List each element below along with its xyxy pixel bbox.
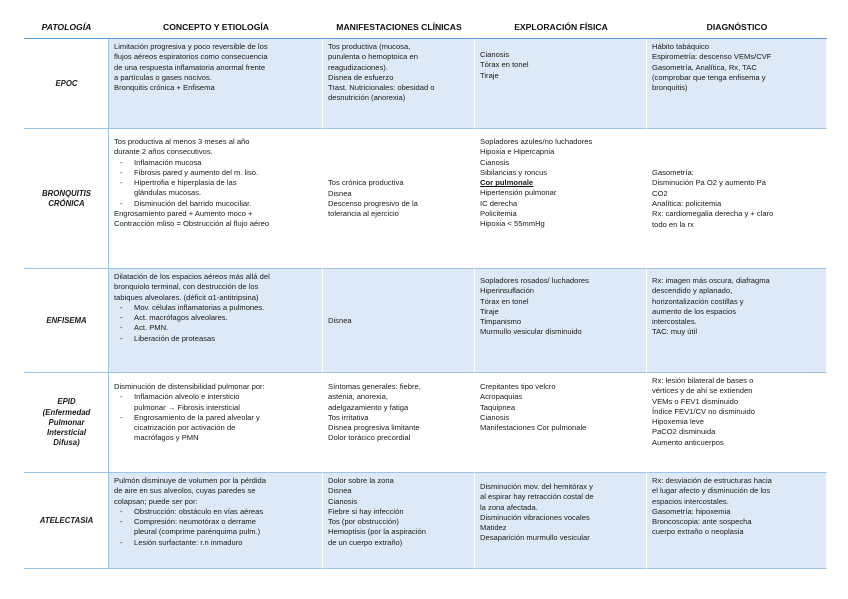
row-bronquitis-diagnostico (647, 129, 827, 269)
text-line: Policitemia (480, 209, 517, 219)
header-exploracion: EXPLORACIÓN FÍSICA (475, 22, 647, 39)
row-atelectasia-exploracion (475, 473, 647, 569)
text-line: aumento de los espacios (652, 306, 737, 316)
list-item: - Inflamación alveolo e intersticio pulmonar → Fibrosis intersticial (120, 392, 240, 412)
text-line: Tos irritativa (328, 412, 369, 422)
text-line: Murmullo vesicular disminuido (480, 327, 582, 337)
text-line: Disminución mov. del hemitórax y (480, 482, 593, 491)
text-line: tabiques alveolares. (déficit α1-antitripsina) (114, 292, 259, 302)
text-line: Disminución de distensibilidad pulmonar por: (114, 382, 265, 391)
row-epoc-concepto (109, 39, 323, 129)
text-line: Hipoxemia leve (652, 417, 704, 427)
row-epoc-exploracion (475, 39, 647, 129)
text-line: vértices y de ahí se extienden (652, 386, 753, 396)
text-line: Fiebre si hay infección (328, 506, 404, 516)
header-diagnostico: DIAGNÓSTICO (647, 22, 827, 39)
text-line: intercostales. (652, 317, 697, 327)
text-line: Gasometría: hipoxemia (652, 506, 731, 516)
text-line: Aumento anticuerpos (652, 437, 724, 447)
text-line: PaCO2 disminuida (652, 427, 716, 437)
text-line: Tiraje (480, 306, 499, 316)
row-epoc-name: EPOC (24, 39, 109, 129)
row-enfisema-exploracion (475, 269, 647, 373)
text-line: Disnea (328, 315, 352, 325)
row-epid-diagnostico (647, 373, 827, 473)
text-line: Disminución vibraciones vocales (480, 512, 590, 522)
text-line: colapsan; puede ser por: (114, 496, 198, 506)
text-line: Contracción mliso = Obstrucción al flujo aéreo (114, 219, 270, 229)
text-line: Crepitantes tipo velcro (480, 382, 556, 391)
text-line: Engrosamiento pared + Aumento moco + (114, 209, 253, 219)
text-line: espacios intercostales. (652, 496, 729, 506)
text-line: Sopladores azules/no luchadores (480, 137, 593, 146)
text-line: VEMs o FEV1 disminuido (652, 396, 739, 406)
text-line: de un cuerpo extraño) (328, 537, 403, 547)
disease-table-container (24, 22, 827, 569)
text-line: Disnea (328, 188, 352, 198)
row-epid (24, 373, 827, 473)
text-line: durante 2 años consecutivos. (114, 147, 213, 157)
list-item: - Engrosamiento de la pared alveolar y cicatrización por activación de macrófagos y PMN (120, 412, 260, 443)
list-item: - Hipertrofia e hiperplasia de las glándulas mucosas. (120, 178, 237, 198)
text-line: astenia, anorexia, (328, 392, 388, 402)
header-concepto: CONCEPTO Y ETIOLOGÍA (109, 22, 323, 39)
text-line: Hipertensión pulmonar (480, 188, 557, 198)
row-epoc-diagnostico (647, 39, 827, 129)
text-line: Analítica: policitemia (652, 199, 722, 208)
row-bronquitis-exploracion (475, 129, 647, 269)
row-atelectasia-name: ATELECTASIA (24, 473, 109, 569)
row-atelectasia-diagnostico (647, 473, 827, 569)
row-atelectasia-concepto (109, 473, 323, 569)
text-line: Cianosis (480, 412, 510, 422)
text-line: Síntomas generales: fiebre, (328, 382, 421, 391)
text-line: Sopladores rosados/ luchadores (480, 276, 589, 285)
row-enfisema-clinica (323, 269, 475, 373)
text-line: cuerpo extraño o neoplasia (652, 527, 744, 537)
text-line: al espirar hay retracción costal de (480, 492, 594, 502)
list-item: - Fibrosis pared y aumento del m. liso. (120, 167, 259, 177)
row-epid-clinica (323, 373, 475, 473)
row-epid-name: EPID (Enfermedad Pulmonar Intersticial Difusa) (24, 373, 109, 473)
text-line: de aire en sus alveolos, cuyas paredes se (114, 486, 256, 496)
list-item: - Obstrucción: obstáculo en vías aéreas (120, 506, 264, 516)
text-line: a partículas o gases nocivos. (114, 72, 212, 82)
text-line: el lugar afecto y disminución de los (652, 486, 771, 496)
text-line: Tos productiva (mucosa, (328, 42, 411, 51)
list-item: - Inflamación mucosa (120, 157, 202, 167)
text-line: Tos crónica productiva (328, 178, 404, 188)
list-item: - Liberación de proteasas (120, 333, 216, 343)
text-line: Dilatación de los espacios aéreos más allá del (114, 272, 270, 281)
header-patologia: PATOLOGÍA (24, 22, 109, 39)
text-line: Tórax en tonel (480, 60, 529, 70)
text-line: bronquitis) (652, 83, 688, 93)
row-bronquitis-name: BRONQUITIS CRÓNICA (24, 129, 109, 269)
text-line: adelgazamiento y fatiga (328, 402, 409, 412)
text-line: descendido y aplanado, (652, 286, 733, 296)
text-line: Hiperinsuflación (480, 286, 535, 296)
list-item: - Lesión surfactante: r.n inmaduro (120, 537, 243, 547)
row-bronquitis-clinica (323, 129, 475, 269)
row-enfisema (24, 269, 827, 373)
list-item: - Mov. células inflamatorias a pulmones. (120, 302, 265, 312)
row-bronquitis (24, 129, 827, 269)
list-item: - Compresión: neumotórax o derrame pleural (comprime parénquima pulm.) (120, 517, 261, 537)
text-line: Limitación progresiva y poco reversible de los (114, 42, 268, 51)
row-bronquitis-concepto (109, 129, 323, 269)
text-line: Pulmón disminuye de volumen por la pérdida (114, 476, 266, 485)
text-line: Disnea (328, 486, 352, 496)
row-atelectasia-clinica (323, 473, 475, 569)
text-line: TAC: muy útil (652, 327, 698, 337)
text-line: de una respuesta inflamatoria anormal frente (114, 62, 266, 72)
text-line: Dolor sobre la zona (328, 476, 394, 485)
text-line: Taquipnea (480, 402, 516, 412)
row-enfisema-concepto (109, 269, 323, 373)
text-line: Sibilancias y roncus (480, 167, 548, 177)
list-item: - Act. macrófagos alveolares. (120, 313, 228, 323)
text-line: Cianosis (328, 496, 358, 506)
text-line: Tórax en tonel (480, 296, 529, 306)
cor-pulmonale-heading: Cor pulmonale (480, 178, 534, 188)
text-line: Hipoxia < 55mmHg (480, 219, 545, 229)
text-line: la zona afectada. (480, 502, 538, 512)
header-row (24, 22, 827, 39)
text-line: IC derecha (480, 198, 518, 208)
row-enfisema-name: ENFISEMA (24, 269, 109, 373)
text-line: Dolor torácico precordial (328, 433, 411, 443)
text-line: horizontalización costillas y (652, 296, 744, 306)
text-line: Bronquitis crónica + Enfisema (114, 83, 215, 93)
text-line: Disnea de esfuerzo (328, 72, 394, 82)
text-line: Manifestaciones Cor pulmonale (480, 423, 587, 433)
text-line: flujos aéreos espiratorios como consecuencia (114, 52, 268, 62)
text-line: Rx: desviación de estructuras hacia (652, 476, 772, 485)
text-line: desnutrición (anorexia) (328, 93, 406, 103)
text-line: tolerancia al ejercicio (328, 209, 399, 219)
text-line: Espirometría: descenso VEMs/CVF (652, 52, 772, 62)
text-line: Timpanismo (480, 317, 522, 327)
row-atelectasia (24, 473, 827, 569)
text-line: Rx: imagen más oscura, diafragma (652, 276, 770, 285)
text-line: Rx: cardiomegalia derecha y + claro (652, 209, 774, 219)
text-line: Hemoptisis (por la aspiración (328, 527, 426, 537)
text-line: (comprobar que tenga enfisema y (652, 72, 766, 82)
text-line: Índice FEV1/CV no disminuido (652, 406, 755, 416)
text-line: Broncoscopia: ante sospecha (652, 517, 752, 527)
header-clinica: MANIFESTACIONES CLÍNICAS (323, 22, 475, 39)
text-line: purulenta o hemoptoica en (328, 52, 418, 62)
text-line: Hipoxia e Hipercapnia (480, 147, 555, 157)
text-line: reagudizaciones). (328, 62, 388, 72)
text-line: Acropaquias (480, 392, 523, 402)
disease-table (24, 22, 827, 569)
text-line: Disminución Pa O2 y aumento Pa (652, 178, 766, 188)
text-line: Hábito tabáquico (652, 42, 709, 51)
text-line: Tos productiva al menos 3 meses al año (114, 137, 250, 146)
text-line: Tos (por obstrucción) (328, 517, 399, 527)
row-epid-concepto (109, 373, 323, 473)
row-enfisema-diagnostico (647, 269, 827, 373)
text-line: Trast. Nutricionales: obesidad o (328, 83, 435, 93)
text-line: Desaparición murmullo vesicular (480, 533, 590, 543)
list-item: - Disminución del barrido mucociliar. (120, 198, 252, 208)
text-line: Cianosis (480, 50, 510, 59)
row-epoc-clinica (323, 39, 475, 129)
text-line: Matidez (480, 523, 507, 533)
text-line: Disnea progresiva limitante (328, 423, 420, 433)
text-line: Gasometría, Analítica, Rx, TAC (652, 62, 757, 72)
text-line: bronquiolo terminal, con destrucción de los (114, 282, 259, 292)
row-epid-exploracion (475, 373, 647, 473)
text-line: Rx: lesión bilateral de bases o (652, 376, 754, 385)
list-item: - Act. PMN. (120, 323, 169, 333)
text-line: todo en la rx (652, 219, 694, 229)
row-epoc (24, 39, 827, 129)
text-line: CO2 (652, 188, 668, 198)
text-line: Descenso progresivo de la (328, 199, 418, 208)
text-line: Cianosis (480, 157, 510, 167)
text-line: Tiraje (480, 70, 499, 80)
text-line: Gasometría: (652, 168, 694, 178)
